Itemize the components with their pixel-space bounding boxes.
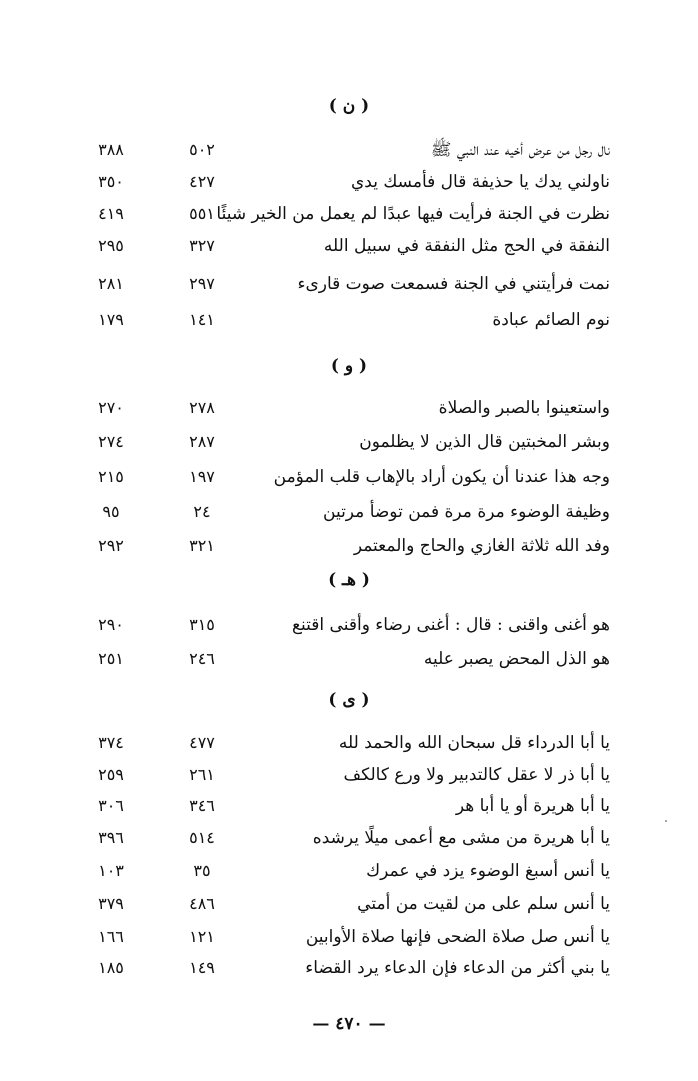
entry-text: يا أنس سلم على من لقيت من أمتي	[357, 894, 610, 914]
section-header-ha: ( هـ )	[328, 570, 370, 590]
entry-page: ١٠٣	[98, 861, 124, 880]
index-row	[0, 644, 698, 674]
entry-text: وبشر المخبتين قال الذين لا يظلمون	[359, 432, 610, 452]
section-header-ya: ( ى )	[328, 690, 370, 710]
index-row	[0, 462, 698, 492]
index-row	[0, 531, 698, 561]
entry-text: وظيفة الوضوء مرة مرة فمن توضأ مرتين	[323, 502, 610, 522]
entry-page: ٩٥	[102, 502, 120, 521]
entry-number: ٢٩٧	[189, 274, 215, 293]
entry-text: ناولني يدك يا حذيفة قال فأمسك يدي	[350, 172, 610, 192]
section-header-nun: ( ن )	[328, 96, 370, 116]
entry-text: هو أغنى واقنى : قال : أغنى رضاء وأقنى اقتنع	[291, 615, 610, 635]
entry-number: ٣٢١	[189, 536, 215, 555]
entry-text: يا أبا الدرداء قل سبحان الله والحمد لله	[338, 733, 610, 753]
entry-text: نمت فرأيتني في الجنة فسمعت صوت قارىء	[297, 274, 610, 294]
entry-text: يا أنس صل صلاة الضحى فإنها صلاة الأوابين	[305, 927, 610, 947]
entry-page: ٢٩٢	[98, 536, 124, 555]
entry-page: ٣٩٦	[98, 828, 124, 847]
entry-number: ٢٨٧	[189, 432, 215, 451]
index-row	[0, 791, 698, 821]
entry-page: ٢٩٥	[98, 236, 124, 255]
scan-speck	[665, 820, 667, 822]
entry-text: نال رجل من عرض أخيه عند النبي ﷺ	[430, 140, 610, 160]
entry-number: ١٤٩	[189, 958, 215, 977]
index-row	[0, 269, 698, 299]
entry-page: ٢٥١	[98, 649, 124, 668]
index-row	[0, 167, 698, 197]
entry-text: وفد الله ثلاثة الغازي والحاج والمعتمر	[353, 536, 610, 556]
section-header-waw: ( و )	[330, 356, 368, 376]
entry-page: ١٦٦	[98, 927, 124, 946]
index-row	[0, 199, 698, 229]
entry-text: يا أبا هريرة أو يا أبا هر	[455, 796, 610, 816]
entry-text: نظرت في الجنة فرأيت فيها عبدًا لم يعمل من الخير شيئًا	[216, 204, 610, 224]
entry-number: ٥١٤	[189, 828, 215, 847]
index-row	[0, 953, 698, 983]
entry-number: ٢٤	[193, 502, 211, 521]
entry-page: ٢١٥	[98, 467, 124, 486]
entry-page: ٣٥٠	[98, 172, 124, 191]
entry-page: ٣٧٤	[98, 733, 124, 752]
entry-number: ٣١٥	[189, 615, 215, 634]
index-row	[0, 889, 698, 919]
entry-text: واستعينوا بالصبر والصلاة	[438, 398, 610, 418]
entry-text: يا أنس أسبغ الوضوء يزد في عمرك	[366, 861, 610, 881]
entry-text: وجه هذا عندنا أن يكون أراد بالإهاب قلب المؤمن	[273, 467, 610, 487]
entry-number: ٥٥١	[189, 204, 215, 223]
entry-page: ٢٩٠	[98, 615, 124, 634]
index-row	[0, 497, 698, 527]
index-row	[0, 393, 698, 423]
entry-page: ٣٧٩	[98, 894, 124, 913]
entry-page: ١٨٥	[98, 958, 124, 977]
index-row	[0, 728, 698, 758]
entry-text: يا بني أكثر من الدعاء فإن الدعاء يرد القضاء	[305, 958, 610, 978]
index-row	[0, 427, 698, 457]
entry-number: ٤٢٧	[189, 172, 215, 191]
entry-number: ٢٦١	[189, 765, 215, 784]
entry-text: نوم الصائم عبادة	[492, 310, 610, 330]
index-row	[0, 305, 698, 335]
entry-number: ٤٨٦	[189, 894, 215, 913]
entry-number: ٢٧٨	[189, 398, 215, 417]
index-row	[0, 922, 698, 952]
entry-text: النفقة في الحج مثل النفقة في سبيل الله	[323, 236, 610, 256]
page-number: — ٤٧٠ —	[312, 1014, 386, 1034]
index-row	[0, 760, 698, 790]
entry-number: ١٩٧	[189, 467, 215, 486]
entry-page: ٣٨٨	[98, 140, 124, 159]
entry-number: ٥٠٢	[189, 140, 215, 159]
entry-page: ٣٠٦	[98, 796, 124, 815]
entry-number: ١٤١	[189, 310, 215, 329]
entry-number: ٣٤٦	[189, 796, 215, 815]
entry-page: ٢٧٤	[98, 432, 124, 451]
entry-text: يا أبا هريرة من مشى مع أعمى ميلًا يرشده	[312, 828, 610, 848]
entry-text: هو الذل المحض يصبر عليه	[423, 649, 610, 669]
entry-text: يا أبا ذر لا عقل كالتدبير ولا ورع كالكف	[343, 765, 610, 785]
entry-page: ٤١٩	[98, 204, 124, 223]
index-row	[0, 823, 698, 853]
index-row	[0, 610, 698, 640]
entry-number: ١٢١	[189, 927, 215, 946]
index-row	[0, 135, 698, 165]
entry-number: ٣٢٧	[189, 236, 215, 255]
entry-page: ٢٥٩	[98, 765, 124, 784]
entry-page: ٢٨١	[98, 274, 124, 293]
entry-page: ١٧٩	[98, 310, 124, 329]
entry-number: ٤٧٧	[189, 733, 215, 752]
index-row	[0, 231, 698, 261]
entry-number: ٣٥	[193, 861, 211, 880]
entry-number: ٢٤٦	[189, 649, 215, 668]
entry-page: ٢٧٠	[98, 398, 124, 417]
index-row	[0, 856, 698, 886]
